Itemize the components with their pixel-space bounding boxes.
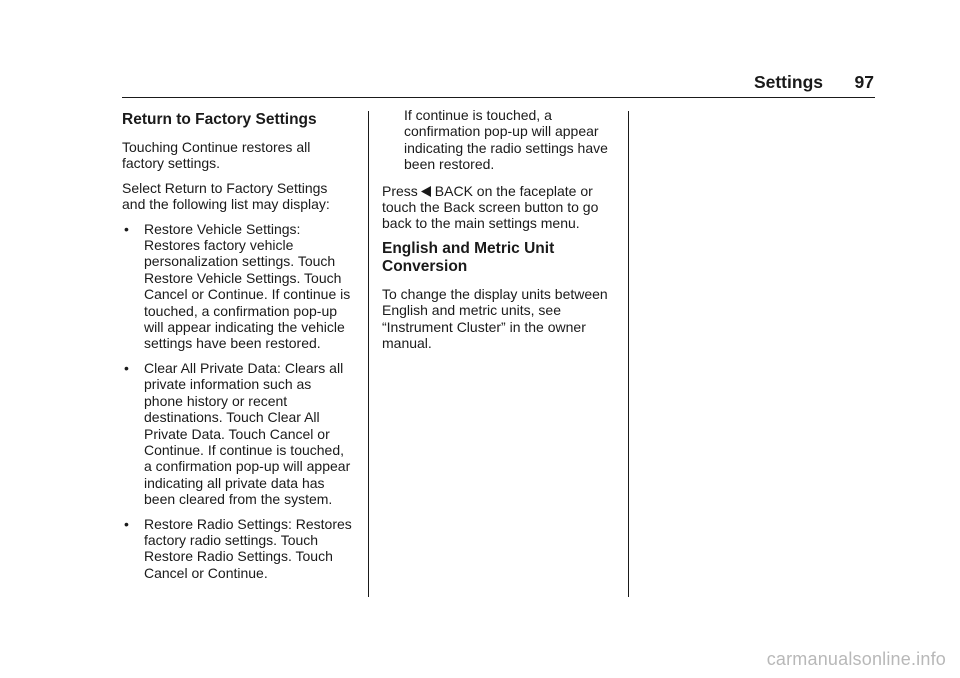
left-column [122,107,354,589]
page-header [122,70,875,98]
back-triangle-icon [421,186,431,197]
intro-paragraph: Touching Continue restores all factory settings. [122,139,311,172]
right-column [382,107,618,359]
list-item-text: Clear All Private Data: Clears all private information such as phone history or recent destinations. Touch Clear All Private Data. Touch Cancel or Continue. If continue is touched, a confirmation pop-up will appear indicating all private data has been cleared from the system. [144,359,351,508]
watermark: carmanualsonline.info [766,649,946,669]
list-item [122,221,354,352]
press-suffix: BACK on the faceplate or touch the Back screen button to go back to the main settings menu. [382,182,599,232]
bullet: • [124,515,129,532]
select-paragraph: Select Return to Factory Settings and the following list may display: [122,179,330,213]
back-instruction [382,183,618,232]
section-title: Settings [753,72,823,92]
press-prefix: Press [382,182,418,199]
list-item-text: Restore Vehicle Settings: Restores factory vehicle personalization settings. Touch Restore Vehicle Settings. Touch Cancel or Continue. If continue is touched, a confirmation pop-up will appear indicating the vehicle settings have been restored. [144,220,351,352]
page-number: 97 [854,72,874,92]
unit-conversion-body: To change the display units between English and metric units, see “Instrument Cluster” in the owner manual. [382,285,608,352]
factory-settings-heading: Return to Factory Settings [122,111,317,128]
list-item [122,516,354,582]
unit-conversion-heading: English and Metric Unit Conversion [382,239,555,275]
list-item [122,360,354,508]
list-item-text: Restore Radio Settings: Restores factory radio settings. Touch Restore Radio Settings. Touch Cancel or Continue. [144,515,352,581]
bullet: • [124,359,129,376]
column-divider-left [368,111,369,597]
column-divider-right [628,111,629,597]
bullet: • [124,220,129,237]
continuation-paragraph: If continue is touched, a confirmation pop-up will appear indicating the radio settings have been restored. [404,107,608,173]
